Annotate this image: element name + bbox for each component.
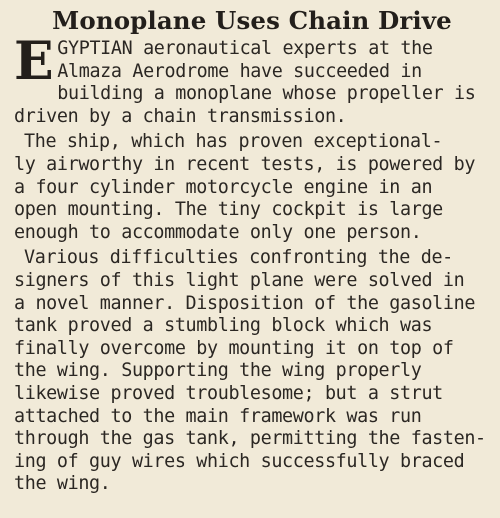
drop-cap: E [14,31,54,92]
text-line: GYPTIAN aeronautical experts at the [57,38,433,59]
text-line: Various difficulties confronting the de- [24,247,453,269]
text-line: through the gas tank, permitting the fasten- [14,428,486,450]
text-line: a four cylinder motorcycle engine in an [14,176,433,198]
paragraph-3 [14,247,490,496]
text-line: open mounting. The tiny cockpit is large [14,199,443,221]
text-line: building a monoplane whose propeller is [57,83,476,105]
article-headline: Monoplane Uses Chain Drive [52,6,452,35]
text-line: a novel manner. Disposition of the gasoline [14,292,476,314]
text-line: ing of guy wires which successfully braced [14,450,465,472]
text-line: Almaza Aerodrome have succeeded in [57,60,422,82]
text-line: driven by a chain transmission. [14,105,347,127]
text-line: The ship, which has proven exceptional- [24,131,443,153]
text-line: likewise proved troublesome; but a strut [14,382,443,404]
text-line: the wing. [14,473,111,495]
paragraph-2 [14,131,490,244]
text-line: ly airworthy in recent tests, is powered by [14,153,476,175]
text-line: enough to accommodate only one person. [14,221,422,243]
text-line: signers of this light plane were solved in [14,269,465,291]
paragraph-1 [14,31,490,128]
text-line: attached to the main framework was run [14,405,422,427]
text-line: the wing. Supporting the wing properly [14,360,422,382]
text-line: finally overcome by mounting it on top of [14,337,454,359]
text-line: tank proved a stumbling block which was [14,315,433,337]
